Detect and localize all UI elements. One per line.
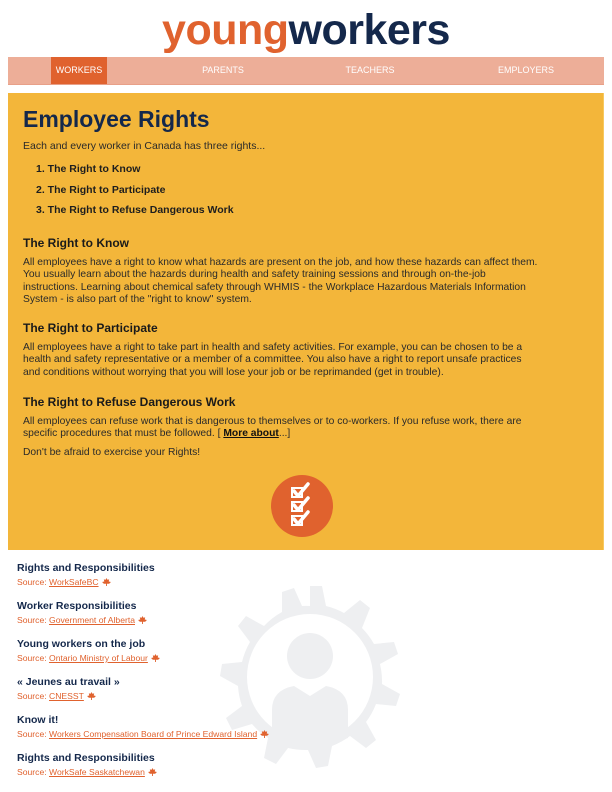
resource-item	[17, 599, 417, 637]
source-link[interactable]: Ontario Ministry of Labour	[49, 653, 148, 663]
section-body-text: All employees can refuse work that is dangerous to themselves or to co-workers. If you refuse work, there are specific procedures that must be followed. [	[23, 416, 522, 440]
resources-list	[17, 561, 417, 789]
nav-item-employers[interactable]: EMPLOYERS	[497, 65, 555, 75]
nav-item-workers[interactable]: WORKERS	[51, 57, 107, 84]
resource-item	[17, 561, 417, 599]
resource-title: Young workers on the job	[17, 638, 146, 650]
nav-item-teachers[interactable]: TEACHERS	[345, 65, 395, 75]
resource-title: Know it!	[17, 714, 59, 726]
resource-item	[17, 675, 417, 713]
resource-item	[17, 637, 417, 675]
logo-young: young	[162, 6, 289, 54]
nav-item-parents[interactable]: PARENTS	[202, 65, 244, 75]
source-label: Source:	[17, 615, 50, 625]
page-title: Employee Rights	[23, 106, 210, 132]
source-label: Source:	[17, 653, 50, 663]
checklist-icon	[271, 475, 333, 537]
resource-item	[17, 713, 417, 751]
section-right-to-know	[23, 236, 538, 307]
section-right-to-participate	[23, 321, 538, 379]
rights-panel	[8, 93, 604, 550]
section-body: All employees have a right to take part in health and safety activities. For example, you can be chosen to be a health and safety representative or a member of a committee. You also have a right to report unsafe practices and conditions without worrying that you will lose your job or be reprimanded (get in trouble).	[23, 342, 523, 378]
source-label: Source:	[17, 729, 50, 739]
closing-text: Don't be afraid to exercise your Rights!	[23, 447, 201, 458]
maple-leaf-icon	[148, 768, 157, 776]
maple-leaf-icon	[102, 578, 111, 586]
rights-list	[36, 163, 234, 225]
rights-list-item: 1. The Right to Know	[36, 163, 141, 175]
main-nav	[8, 57, 604, 85]
resource-title: « Jeunes au travail »	[17, 676, 120, 688]
source-link[interactable]: Government of Alberta	[49, 615, 135, 625]
maple-leaf-icon	[260, 730, 269, 738]
source-label: Source:	[17, 691, 50, 701]
maple-leaf-icon	[151, 654, 160, 662]
section-body-after: ...]	[278, 428, 291, 440]
rights-list-item: 3. The Right to Refuse Dangerous Work	[36, 204, 234, 216]
section-right-to-refuse	[23, 395, 538, 441]
resource-title: Rights and Responsibilities	[17, 562, 155, 574]
section-body: All employees have a right to know what hazards are present on the job, and how these hazards can affect them. You usually learn about the hazards during health and safety training sessions and through on-the-job instructions. Learning about chemical safety through WHMIS - the Workplace Hazardous Materials Information System - is also part of the "right to know" system.	[23, 257, 538, 306]
section-heading: The Right to Know	[23, 236, 129, 250]
section-heading: The Right to Refuse Dangerous Work	[23, 395, 236, 409]
source-link[interactable]: WorkSafe Saskatchewan	[49, 767, 145, 777]
source-label: Source:	[17, 577, 50, 587]
maple-leaf-icon	[87, 692, 96, 700]
rights-list-item: 2. The Right to Participate	[36, 183, 166, 196]
intro-text: Each and every worker in Canada has three rights...	[23, 140, 266, 152]
section-heading: The Right to Participate	[23, 321, 158, 335]
more-about-link[interactable]: More about	[223, 428, 279, 440]
maple-leaf-icon	[138, 616, 147, 624]
resource-title: Rights and Responsibilities	[17, 752, 155, 764]
section-body	[23, 416, 538, 441]
resource-title: Worker Responsibilities	[17, 600, 137, 612]
site-logo[interactable]	[0, 4, 612, 56]
resource-item	[17, 751, 417, 789]
source-link[interactable]: Workers Compensation Board of Prince Edward Island	[49, 729, 258, 739]
source-label: Source:	[17, 767, 50, 777]
source-link[interactable]: WorkSafeBC	[49, 577, 99, 587]
logo-workers: workers	[288, 6, 450, 54]
source-link[interactable]: CNESST	[49, 691, 84, 701]
